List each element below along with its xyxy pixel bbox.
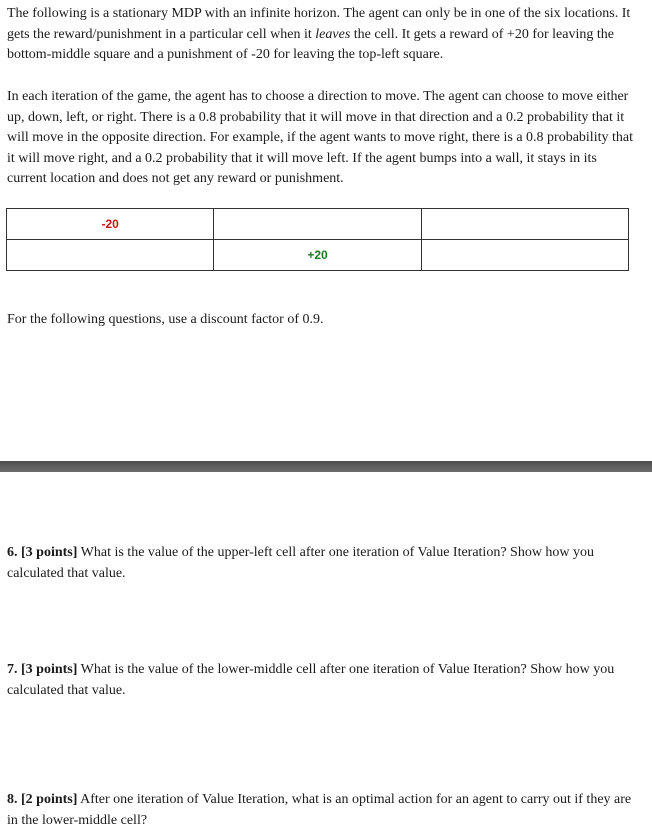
- intro-text-start: The following is a stationary MDP with an infinite horizon. The agent can only be in one of the six locations. It gets the reward/punishment in a particular cell when it: [7, 6, 631, 42]
- mdp-grid: [6, 208, 629, 271]
- grid-cell-bottom-left: [7, 240, 214, 271]
- rules-paragraph: In each iteration of the game, the agent has to choose a direction to move. The agent can choose to move either up, down, left, or right. There is a 0.8 probability that it will move in that direction and a 0.2 probability that it will move in the opposite direction. For example, if the agent wants to move right, there is a 0.8 probability that it will move right, and a 0.2 probability that it will move left. If the agent bumps into a wall, it stays in its current location and does not get any reward or punishment.: [7, 89, 633, 186]
- grid-cell-bottom-right: [421, 240, 628, 271]
- grid-row-top: [7, 209, 629, 240]
- discount-note: For the following questions, use a discount factor of 0.9.: [7, 312, 324, 327]
- question-6: [7, 543, 639, 584]
- intro-text-end: the cell. It gets a reward of +20 for leaving the bottom-middle square and a punishment of -20 for leaving the top-left square.: [7, 26, 614, 62]
- grid-row-bottom: [7, 240, 629, 271]
- intro-paragraph: [7, 4, 639, 66]
- section-divider: [0, 461, 652, 472]
- intro-emphasis: leaves: [315, 26, 351, 42]
- grid-cell-bottom-middle: +20: [214, 240, 421, 271]
- question-6-text: What is the value of the upper-left cell after one iteration of Value Iteration? Show how you calculated that value.: [7, 545, 595, 581]
- question-7: [7, 660, 639, 701]
- question-7-label: 7. [3 points]: [7, 662, 78, 677]
- question-8-text: After one iteration of Value Iteration, what is an optimal action for an agent to carry out if they are in the lower-middle cell?: [7, 792, 632, 828]
- grid-cell-top-right: [421, 209, 628, 240]
- question-8: [7, 790, 639, 831]
- question-7-text: What is the value of the lower-middle cell after one iteration of Value Iteration? Show how you calculated that value.: [7, 662, 615, 698]
- question-6-label: 6. [3 points]: [7, 545, 78, 560]
- question-8-label: 8. [2 points]: [7, 792, 78, 807]
- grid-cell-top-left: -20: [7, 209, 214, 240]
- grid-cell-top-middle: [214, 209, 421, 240]
